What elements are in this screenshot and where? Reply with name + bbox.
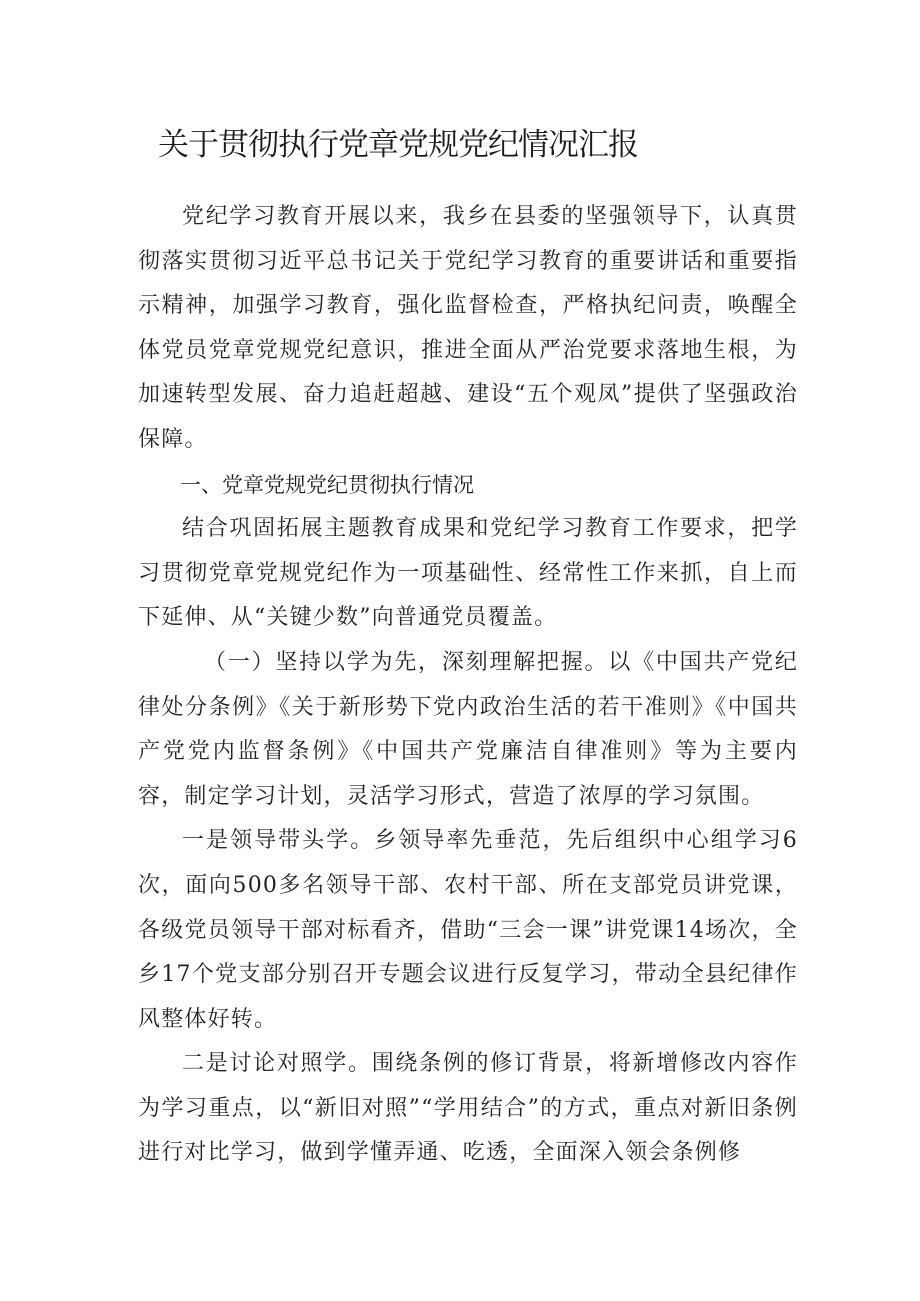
document-body — [138, 195, 798, 1176]
section-heading: 一、党章党规党纪贯彻执行情况 — [180, 472, 474, 497]
section-intro-paragraph: 结合巩固拓展主题教育成果和党纪学习教育工作要求，把学习贯彻党章党规党纪作为一项基础性、经常性工作来抓，自上而下延伸、从“关键少数”向普通党员覆盖。 — [138, 516, 798, 631]
subsection-paragraph: （一）坚持以学为先，深刻理解把握。以《中国共产党纪律处分条例》《关于新形势下党内政治生活的若干准则》《中国共产党党内监督条例》《中国共产党廉洁自律准则》等为主要内容，制定学习计划，灵活学习形式，营造了浓厚的学习氛围。 — [138, 649, 798, 809]
document-title: 关于贯彻执行党章党规党纪情况汇报 — [158, 127, 638, 163]
point-two-paragraph: 二是讨论对照学。围绕条例的修订背景，将新增修改内容作为学习重点，以“新旧对照”“学用结合”的方式，重点对新旧条例进行对比学习，做到学懂弄通、吃透，全面深入领会条例修 — [138, 1051, 798, 1166]
intro-paragraph: 党纪学习教育开展以来，我乡在县委的坚强领导下，认真贯彻落实贯彻习近平总书记关于党纪学习教育的重要讲话和重要指示精神，加强学习教育，强化监督检查，严格执纪问责，唤醒全体党员党章党规党纪意识，推进全面从严治党要求落地生根，为加速转型发展、奋力追赶超越、建设“五个观凤”提供了坚强政治保障。 — [138, 204, 798, 452]
point-one-paragraph: 一是领导带头学。乡领导率先垂范，先后组织中心组学习6次，面向500多名领导干部、农村干部、所在支部党员讲党课，各级党员领导干部对标看齐，借助“三会一课”讲党课14场次，全乡17个党支部分别召开专题会议进行反复学习，带动全县纪律作风整体好转。 — [138, 828, 798, 1032]
